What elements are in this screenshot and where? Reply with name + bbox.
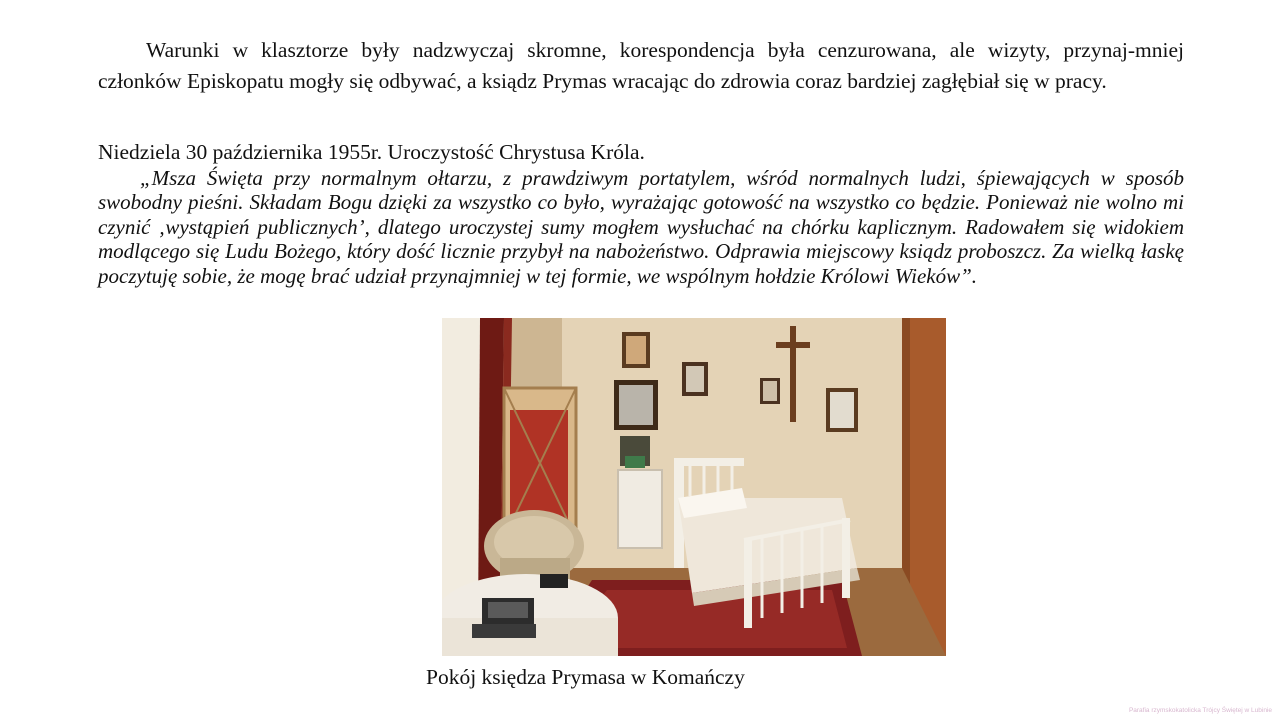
intro-paragraph: Warunki w klasztorze były nadzwyczaj skromne, korespondencja była cenzurowana, ale wizyty, przynaj-mniej członków Episkopatu mogły się odbywać, a ksiądz Prymas wracając do zdrowia coraz bardziej zagłębiał się w pracy. [98,38,1184,93]
room-photo [442,318,946,656]
quote-paragraph: „Msza Święta przy normalnym ołtarzu, z prawdziwym portatylem, wśród normalnych ludzi, śpiewających w sposób swobodny pieśni. Składam Bogu dzięki za wszystko co było, wyrażając gotowość na wszystko co będzie. Ponieważ nie wolno mi czynić ‚wystąpień publicznych’, dlatego uroczystej sumy mogłem wysłuchać na chórku kaplicznym. Radowałem się widokiem modlącego się Ludu Bożego, który dość licznie przybył na nabożeństwo. Odprawia miejscowy ksiądz proboszcz. Za wielką łaskę poczytuję sobie, że mogę brać udział przynajmniej w tej formie, we wspólnym hołdzie Królowi Wieków”. [98,166,1184,288]
photo-caption: Pokój księdza Prymasa w Komańczy [426,665,745,689]
footer-watermark: Parafia rzymskokatolicka Trójcy Świętej w Lubinie [1128,707,1272,714]
date-heading: Niedziela 30 października 1955r. Uroczystość Chrystusa Króla. [98,140,645,164]
